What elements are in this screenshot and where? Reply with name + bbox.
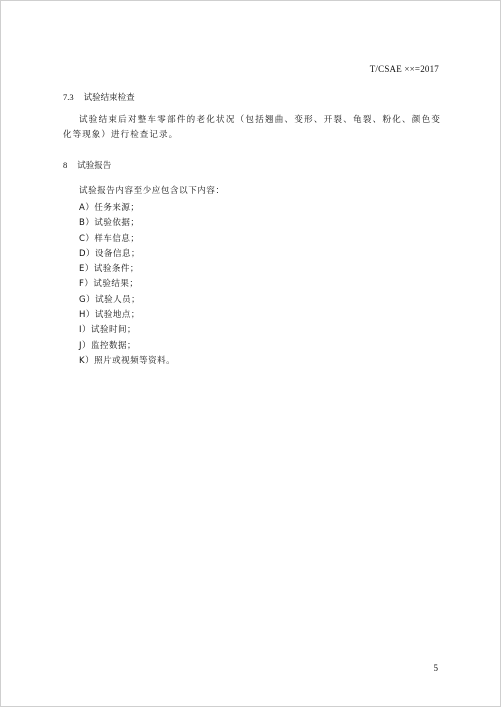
report-items-list [79, 201, 175, 369]
page-number: 5 [433, 663, 438, 673]
report-intro: 试验报告内容至少应包含以下内容： [79, 186, 225, 196]
list-item: K）照片或视频等资料。 [79, 355, 176, 366]
list-item: J）监控数据； [79, 340, 137, 351]
list-item: H）试验地点； [79, 310, 140, 321]
section-8-heading [63, 159, 111, 171]
section-title: 试验结束检查 [83, 93, 135, 103]
section-title: 试验报告 [77, 161, 112, 171]
list-item: D）设备信息； [79, 248, 141, 259]
section-number: 8 [63, 160, 68, 170]
list-item: A）任务来源； [79, 203, 140, 213]
list-item: G）试验人员； [79, 294, 141, 305]
section-7-3-heading [63, 91, 135, 103]
list-item: B）试验依据； [79, 218, 140, 229]
section-7-3-paragraph: 试验结束后对整车零部件的老化状况（包括翘曲、变形、开裂、龟裂、粉化、颜色变化等现象）进行检查记录。 [63, 115, 441, 140]
section-number: 7.3 [63, 92, 74, 102]
list-item: C）样车信息； [79, 233, 140, 244]
list-item: F）试验结果； [79, 279, 139, 290]
list-item: I）试验时间； [79, 325, 137, 336]
list-item: E）试验条件； [79, 264, 139, 275]
standard-code: T/CSAE ××=2017 [369, 64, 439, 74]
